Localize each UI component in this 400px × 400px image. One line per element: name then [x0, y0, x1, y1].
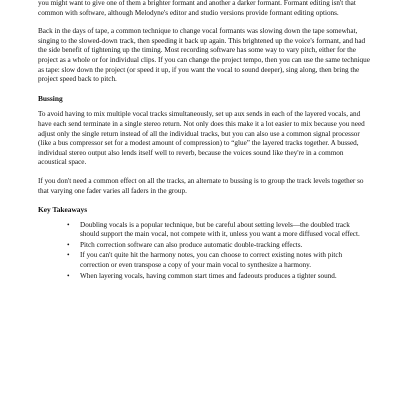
- bullet-icon: •: [67, 251, 70, 260]
- list-item: [67, 220, 370, 240]
- list-item: [67, 271, 370, 282]
- list-item-text: When layering vocals, having common start times and fadeouts produces a tighter sound.: [80, 271, 337, 280]
- bussing-heading: Bussing: [38, 93, 63, 103]
- bullet-icon: •: [67, 271, 70, 280]
- list-item-text: Doubling vocals is a popular technique, but be careful about setting levels—the doubled track should support the main vocal, not compete with it, unless you want a more diffused vocal effect.: [80, 220, 360, 239]
- key-takeaways-heading: Key Takeaways: [38, 205, 88, 215]
- bussing-paragraph-2: If you don't need a common effect on all the tracks, an alternate to bussing is to group the track levels together so that varying one fader varies all faders in the group.: [38, 176, 364, 195]
- key-takeaways-list: [38, 221, 370, 282]
- intro-paragraph-2: Back in the days of tape, a common technique to change vocal formants was slowing down the tape somewhat, singing to the slowed-down track, then speeding it back up again. This brightened up the voice's formant, and had the side benefit of tightening up the timing. Most recording software has some way to vary pitch, either for the project as a whole or for individual clips. If you can change the project tempo, then you can use the same technique as tape: slow down the project (or speed it up, if you want the vocal to sound deeper), sing along, then bring the project speed back to pitch.: [38, 27, 370, 84]
- list-item-text: If you can't quite hit the harmony notes, you can choose to correct existing notes with pitch correction or even transpose a copy of your main vocal to synthesize a harmony.: [80, 251, 343, 270]
- list-item: [67, 240, 370, 251]
- list-item: [67, 251, 370, 270]
- bullet-icon: •: [67, 240, 70, 249]
- bussing-paragraph-1: To avoid having to mix multiple vocal tracks simultaneously, set up aux sends in each of the layered vocals, and have each send terminate in a single stereo return. Not only does this make it a lot easier to mix because you need adjust only the single return instead of all the individual tracks, but you can also use a common signal processor (like a bus compressor set for a modest amount of compression) to “glue” the layered tracks together. A bussed, individual stereo output also lends itself well to reverb, because the voices sound like they're in a common acoustical space.: [38, 110, 365, 167]
- list-item-text: Pitch correction software can also produce automatic double-tracking effects.: [80, 240, 303, 249]
- intro-paragraph-1: you might want to give one of them a brighter formant and another a darker formant. Formant editing isn't that common with software, although Melodyne's editor and studio versions provide formant editing options.: [38, 0, 356, 17]
- bullet-icon: •: [67, 220, 70, 229]
